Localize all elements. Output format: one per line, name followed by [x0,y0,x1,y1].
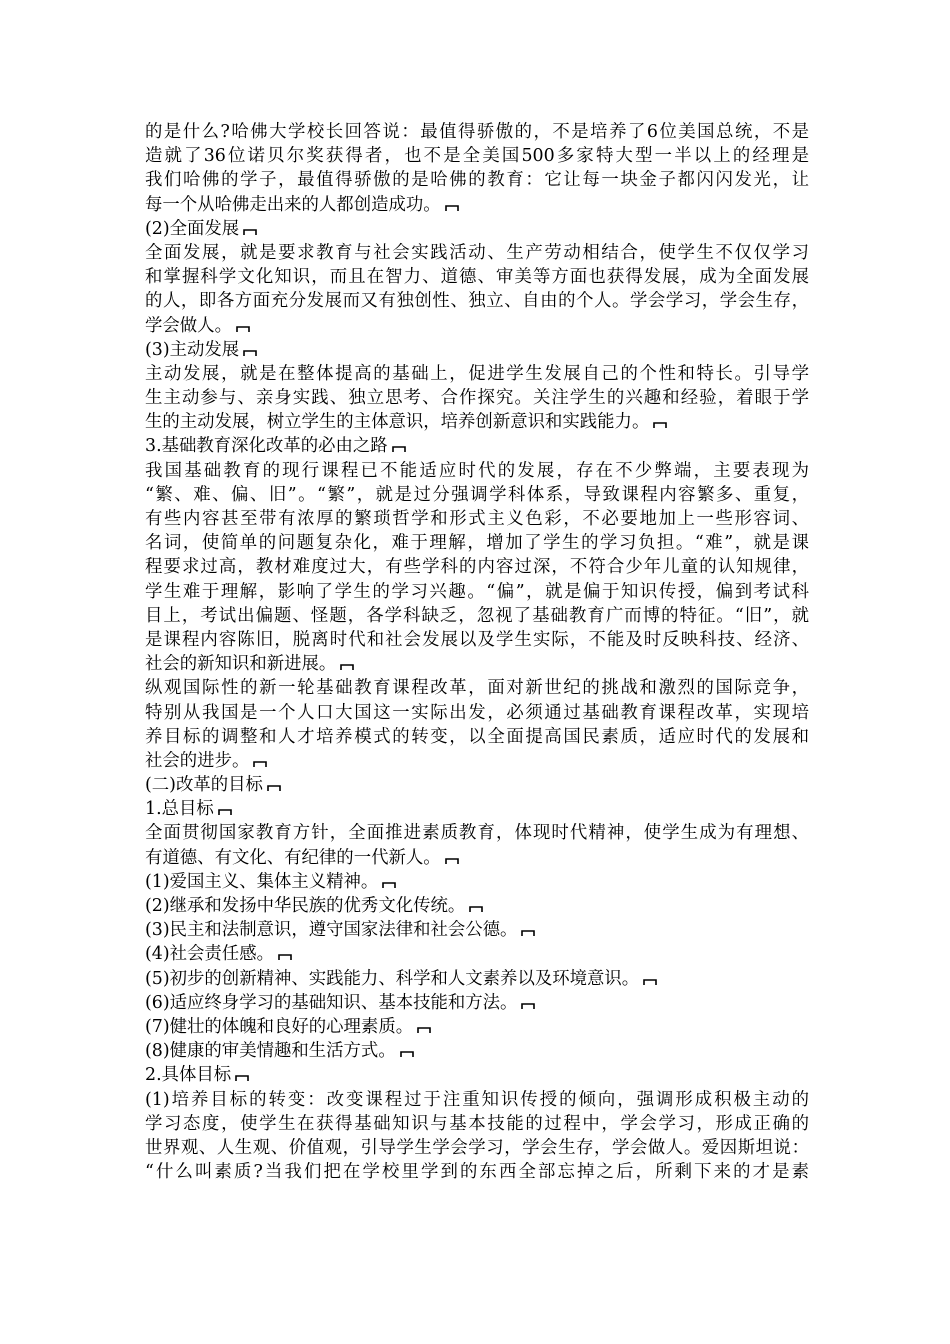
text-line-content: 1.总目标 [145,799,214,820]
text-line [145,725,809,749]
text-line-content: 是课程内容陈旧，脱离时代和社会发展以及学生实际，不能及时反映科技、经济、 [145,629,809,650]
text-line [145,604,809,628]
paragraph-mark-icon [445,857,459,865]
text-line [145,120,809,144]
text-line [145,821,809,845]
text-line [145,241,809,265]
text-line-content: (二)改革的目标 [145,775,263,796]
text-line [145,1088,809,1112]
paragraph-mark-icon [243,349,257,357]
text-line [145,289,809,313]
text-line-content: 特别从我国是一个人口大国这一实际出发，必须通过基础教育课程改革，实现培 [145,702,809,723]
paragraph-mark-icon [235,1074,249,1082]
text-line-content: 世界观、人生观、价值观，引导学生学会学习，学会生存，学会做人。爱因斯坦说： [145,1137,809,1158]
text-line [145,314,809,338]
paragraph-mark-icon [253,760,267,768]
text-line [145,338,809,362]
text-line [145,1112,809,1136]
text-line-content: 2.具体目标 [145,1065,232,1086]
text-line [145,144,809,168]
text-line-content: “繁、难、偏、旧”。“繁”，就是过分强调学科体系，导致课程内容繁多、重复， [145,484,809,505]
text-line-content: 纵观国际性的新一轮基础教育课程改革，面对新世纪的挑战和激烈的国际竞争， [145,678,809,699]
text-line-content: 程要求过高，教材难度过大，有些学科的内容过深，不符合少年儿童的认知规律， [145,557,809,578]
text-line-content: 3.基础教育深化改革的必由之路 [145,436,388,457]
text-line-content: 有些内容甚至带有浓厚的繁琐哲学和形式主义色彩，不必要地加上一些形容词、 [145,509,809,529]
paragraph-mark-icon [643,978,657,986]
text-line-content: (7)健壮的体魄和良好的心理素质。 [145,1016,414,1037]
text-line [145,773,809,797]
text-line [145,942,809,966]
text-line [145,434,809,458]
paragraph-mark-icon [521,1002,535,1010]
text-line [145,459,809,483]
text-line [145,265,809,289]
text-line-content: (2)继承和发扬中华民族的优秀文化传统。 [145,896,466,916]
text-line-content: 学习态度，使学生在获得基础知识与基本技能的过程中，学会学习，形成正确的 [145,1113,809,1134]
text-line-content: (3)民主和法制意识，遵守国家法律和社会公德。 [145,920,518,941]
text-line-content: 有道德、有文化、有纪律的一代新人。 [145,847,441,868]
text-line-content: 每一个从哈佛走出来的人都创造成功。 [145,194,441,215]
text-line [145,628,809,652]
paragraph-mark-icon [278,953,292,961]
text-line-content: 我们哈佛的学子，最值得骄傲的是哈佛的教育：它让每一块金子都闪闪发光，让 [145,170,809,191]
text-line-content: 全面发展，就是要求教育与社会实践活动、生产劳动相结合，使学生不仅仅学习 [145,242,809,263]
text-line [145,507,809,531]
text-line-content: 主动发展，就是在整体提高的基础上，促进学生发展自己的个性和特长。引导学 [145,363,809,384]
text-line-content: (4)社会责任感。 [145,944,274,965]
text-line [145,749,809,773]
text-line-content: 社会的新知识和新进展。 [145,654,337,675]
text-line-content: 学生难于理解，影响了学生的学习兴趣。“偏”，就是偏于知识传授，偏到考试科 [145,581,809,602]
text-line [145,410,809,434]
text-line [145,1136,809,1160]
text-line-content: (6)适应终身学习的基础知识、基本技能和方法。 [145,992,518,1013]
paragraph-mark-icon [382,881,396,889]
text-line-content: 的是什么?哈佛大学校长回答说：最值得骄傲的，不是培养了6位美国总统，不是 [145,122,809,142]
text-line [145,967,809,991]
paragraph-mark-icon [653,421,667,429]
paragraph-mark-icon [417,1026,431,1034]
text-line-content: (5)初步的创新精神、实践能力、科学和人文素养以及环境意识。 [145,968,640,989]
text-line [145,531,809,555]
text-line [145,1160,809,1184]
text-line [145,168,809,192]
paragraph-mark-icon [267,784,281,792]
text-line-content: 生主动参与、亲身实践、独立思考、合作探究。关注学生的兴趣和经验，着眼于学 [145,388,809,409]
text-line-content: (1)培养目标的转变：改变课程过于注重知识传授的倾向，强调形成积极主动的 [145,1089,809,1110]
text-line-content: 和掌握科学文化知识，而且在智力、道德、审美等方面也获得发展，成为全面发展 [145,267,809,288]
document-page [145,120,809,1184]
text-line [145,580,809,604]
paragraph-mark-icon [521,929,535,937]
text-line [145,555,809,579]
paragraph-mark-icon [243,228,257,236]
text-line-content: 社会的进步。 [145,750,250,771]
text-line [145,676,809,700]
text-line [145,1063,809,1087]
text-line-content: 我国基础教育的现行课程已不能适应时代的发展，存在不少弊端，主要表现为 [145,460,809,481]
text-line [145,870,809,894]
paragraph-mark-icon [340,663,354,671]
text-line-content: 造就了36位诺贝尔奖获得者，也不是全美国500多家特大型一半以上的经理是 [145,146,809,167]
text-line-content: 名词，使简单的问题复杂化，难于理解，增加了学生的学习负担。“难”，就是课 [145,533,809,554]
paragraph-mark-icon [469,905,483,913]
text-line [145,1039,809,1063]
text-line-content: (3)主动发展 [145,339,240,360]
paragraph-mark-icon [218,808,232,816]
text-line-content: (2)全面发展 [145,218,240,239]
text-line [145,193,809,217]
text-line [145,991,809,1015]
text-line [145,797,809,821]
text-line-content: 目上，考试出偏题、怪题，各学科缺乏，忽视了基础教育广而博的特征。“旧”，就 [145,605,809,626]
text-line [145,918,809,942]
text-line [145,217,809,241]
text-line-content: 生的主动发展，树立学生的主体意识，培养创新意识和实践能力。 [145,412,650,433]
text-line-content: 的人，即各方面充分发展而又有独创性、独立、自由的个人。学会学习，学会生存， [145,291,809,312]
paragraph-mark-icon [236,325,250,333]
text-line-content: (1)爱国主义、集体主义精神。 [145,871,379,892]
text-line [145,652,809,676]
text-line-content: 养目标的调整和人才培养模式的转变，以全面提高国民素质，适应时代的发展和 [145,726,809,747]
paragraph-mark-icon [392,445,406,453]
paragraph-mark-icon [445,204,459,212]
paragraph-mark-icon [400,1050,414,1058]
text-line-content: 全面贯彻国家教育方针，全面推进素质教育，体现时代精神，使学生成为有理想、 [145,823,809,844]
text-line [145,701,809,725]
text-line [145,894,809,918]
text-line [145,362,809,386]
text-line-content: 学会做人。 [145,315,232,336]
text-line-content: (8)健康的审美情趣和生活方式。 [145,1041,396,1062]
text-line-content: “什么叫素质?当我们把在学校里学到的东西全部忘掉之后，所剩下来的才是素 [145,1162,809,1183]
text-line [145,386,809,410]
text-line [145,1015,809,1039]
text-line [145,483,809,507]
text-line [145,846,809,870]
